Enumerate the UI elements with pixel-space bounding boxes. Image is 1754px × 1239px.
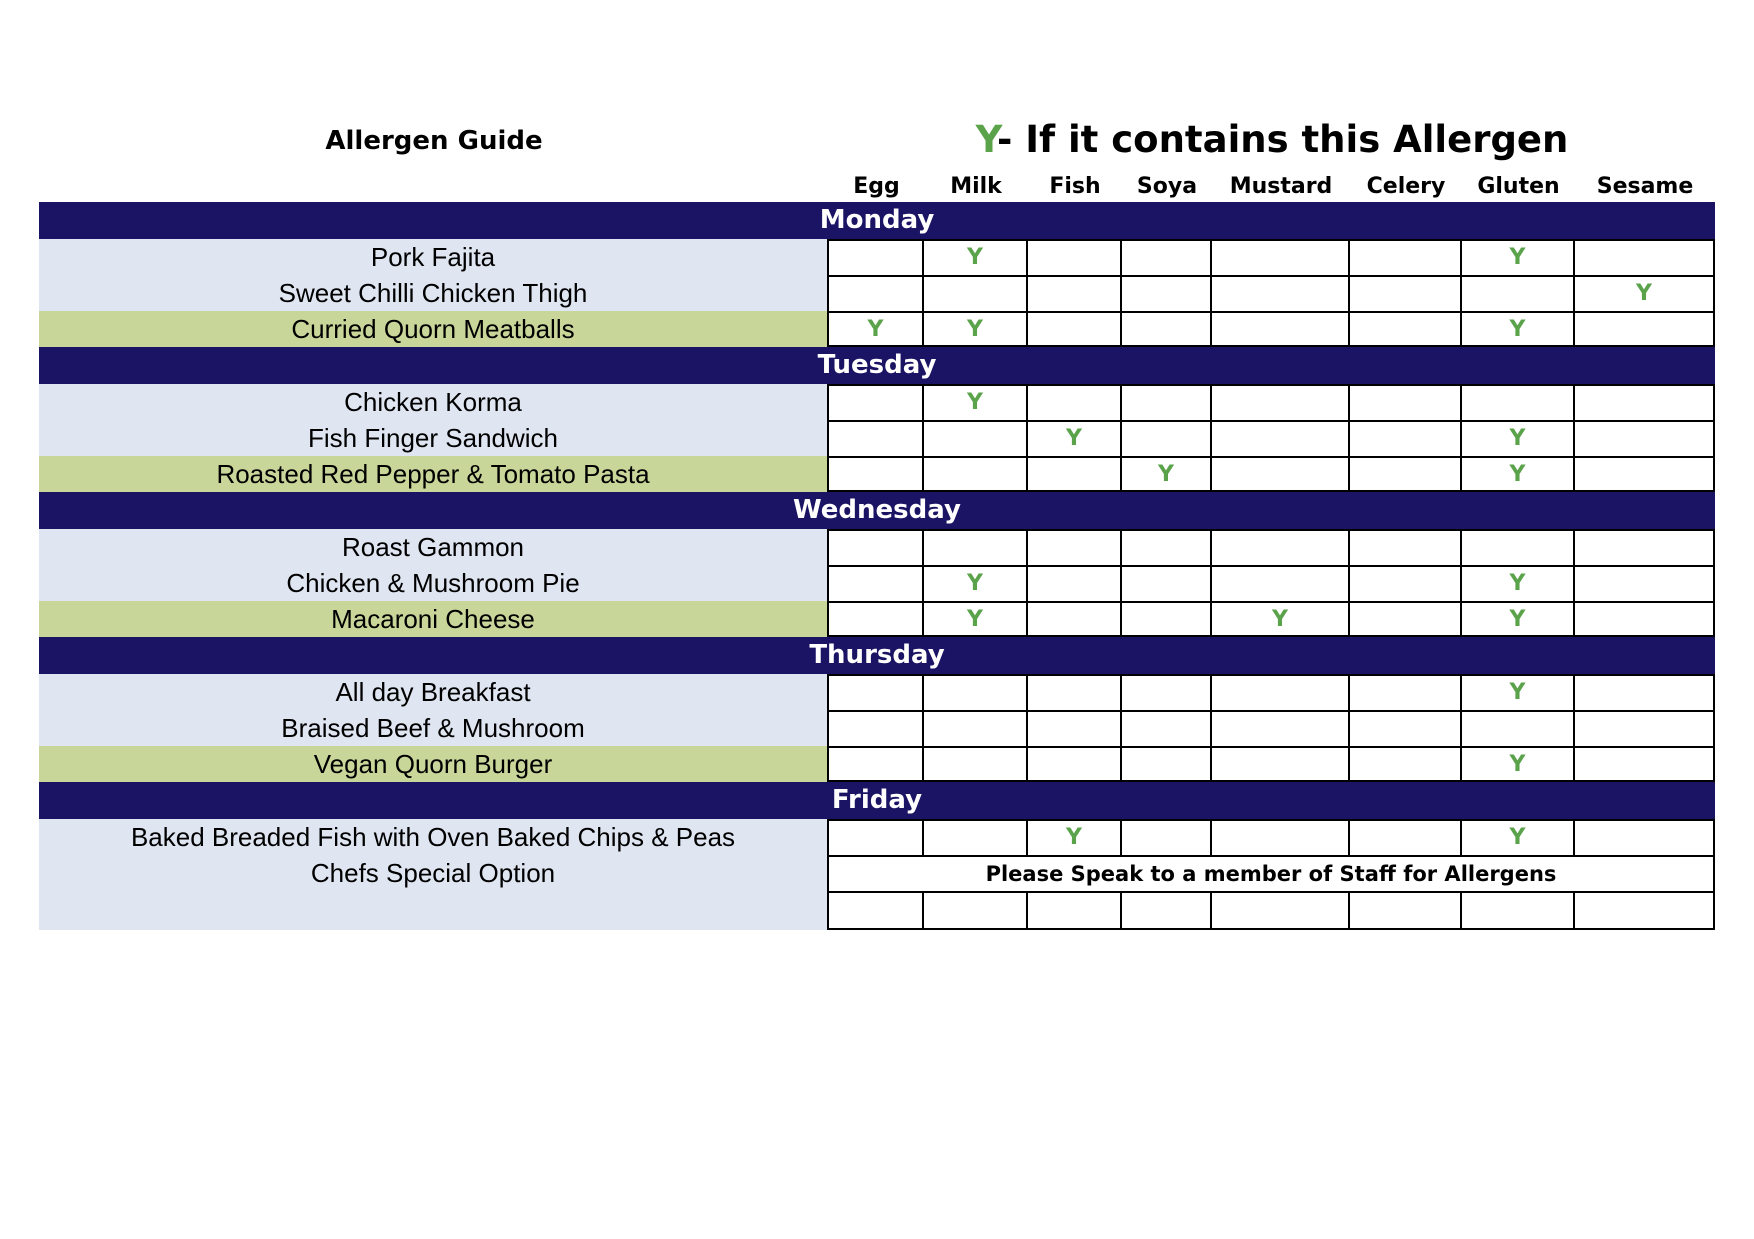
allergen-cells — [827, 891, 1715, 930]
allergen-cell: Y — [924, 567, 1028, 601]
allergen-cell — [1028, 603, 1122, 637]
allergen-cell — [829, 603, 924, 637]
dish-name: All day Breakfast — [39, 674, 827, 710]
allergen-cell — [1122, 712, 1212, 746]
dish-name: Pork Fajita — [39, 239, 827, 275]
allergen-cell — [1350, 458, 1462, 492]
table-row — [39, 275, 1715, 311]
day-band — [39, 637, 1715, 674]
table-row — [39, 311, 1715, 347]
allergen-cell — [1028, 567, 1122, 601]
table-row — [39, 420, 1715, 456]
allergen-cell — [1212, 893, 1350, 928]
allergen-cell — [924, 676, 1028, 710]
allergen-header: Gluten — [1477, 174, 1560, 199]
table-row — [39, 384, 1715, 420]
dish-name: Sweet Chilli Chicken Thigh — [39, 275, 827, 311]
allergen-cells — [827, 311, 1715, 347]
allergen-cells — [827, 529, 1715, 565]
allergen-cells — [827, 674, 1715, 710]
allergen-cell — [924, 277, 1028, 311]
allergen-cell: Y — [924, 241, 1028, 275]
dish-name: Macaroni Cheese — [39, 601, 827, 637]
allergen-cell — [1122, 567, 1212, 601]
table-row — [39, 746, 1715, 782]
allergen-cell — [1212, 531, 1350, 565]
allergen-cell — [1350, 603, 1462, 637]
allergen-cell: Y — [1462, 458, 1575, 492]
allergen-cell — [1575, 422, 1715, 456]
dish-name: Baked Breaded Fish with Oven Baked Chips & Peas — [39, 819, 827, 855]
allergen-cells — [827, 275, 1715, 311]
allergen-cell: Y — [1575, 277, 1715, 311]
allergen-cell — [1212, 712, 1350, 746]
allergen-cell — [1350, 676, 1462, 710]
allergen-cell — [1028, 676, 1122, 710]
allergen-cell — [829, 422, 924, 456]
allergen-cell — [1028, 458, 1122, 492]
allergen-cell — [1212, 277, 1350, 311]
allergen-cell — [829, 748, 924, 782]
allergen-cell: Y — [924, 313, 1028, 347]
dish-name: Chicken & Mushroom Pie — [39, 565, 827, 601]
allergen-cell — [1575, 313, 1715, 347]
allergen-cell — [1575, 603, 1715, 637]
allergen-header-row — [829, 172, 1715, 202]
dish-name: Curried Quorn Meatballs — [39, 311, 827, 347]
allergen-cell — [1122, 893, 1212, 928]
allergen-cell — [1122, 277, 1212, 311]
allergen-cell: Y — [1462, 241, 1575, 275]
allergen-cell — [1122, 386, 1212, 420]
dish-name: Vegan Quorn Burger — [39, 746, 827, 782]
allergen-cell: Y — [1462, 748, 1575, 782]
allergen-cell — [1575, 893, 1715, 928]
allergen-cell — [924, 821, 1028, 855]
allergen-cell — [1575, 676, 1715, 710]
allergen-cell — [829, 241, 924, 275]
dish-name: Roasted Red Pepper & Tomato Pasta — [39, 456, 827, 492]
allergen-table — [39, 202, 1715, 930]
table-row — [39, 674, 1715, 710]
allergen-cell: Y — [1462, 567, 1575, 601]
allergen-cell — [1122, 241, 1212, 275]
allergen-cells — [827, 746, 1715, 782]
allergen-cell — [1350, 893, 1462, 928]
allergen-cell — [1350, 748, 1462, 782]
allergen-cell — [829, 567, 924, 601]
allergen-cell — [1350, 531, 1462, 565]
dish-name — [39, 891, 827, 930]
allergen-cell — [1575, 458, 1715, 492]
allergen-cell — [1212, 821, 1350, 855]
allergen-cell — [1122, 531, 1212, 565]
allergen-cell: Y — [1028, 821, 1122, 855]
allergen-cell — [1028, 313, 1122, 347]
allergen-cell: Y — [924, 603, 1028, 637]
allergen-cell — [1462, 712, 1575, 746]
allergen-cell — [1462, 531, 1575, 565]
allergen-cell: Y — [924, 386, 1028, 420]
allergen-cell: Y — [829, 313, 924, 347]
dish-name: Roast Gammon — [39, 529, 827, 565]
dish-name: Braised Beef & Mushroom — [39, 710, 827, 746]
table-row — [39, 239, 1715, 275]
table-row — [39, 529, 1715, 565]
allergen-cell — [1028, 277, 1122, 311]
allergen-cell — [1350, 821, 1462, 855]
table-row — [39, 710, 1715, 746]
day-label: Thursday — [809, 640, 945, 670]
allergen-cell — [1575, 567, 1715, 601]
dish-name: Fish Finger Sandwich — [39, 420, 827, 456]
allergen-cell — [1350, 712, 1462, 746]
allergen-cell — [1212, 386, 1350, 420]
allergen-cell — [1122, 422, 1212, 456]
day-label: Wednesday — [793, 495, 961, 525]
allergen-cells — [827, 239, 1715, 275]
allergen-cell: Y — [1462, 313, 1575, 347]
allergen-header: Celery — [1366, 174, 1446, 199]
allergen-cell — [924, 422, 1028, 456]
allergen-cell — [1462, 386, 1575, 420]
allergen-cell — [1212, 676, 1350, 710]
allergen-cell: Y — [1462, 603, 1575, 637]
allergen-cell — [1350, 277, 1462, 311]
allergen-cell — [1122, 313, 1212, 347]
allergen-header: Egg — [853, 174, 900, 199]
allergen-cell — [1212, 241, 1350, 275]
allergen-cell: Y — [1462, 422, 1575, 456]
allergen-cell: Y — [1212, 603, 1350, 637]
allergen-cell: Y — [1028, 422, 1122, 456]
allergen-cell: Y — [1462, 821, 1575, 855]
day-band — [39, 202, 1715, 239]
allergen-cell — [829, 676, 924, 710]
allergen-cell — [1575, 821, 1715, 855]
table-row — [39, 565, 1715, 601]
allergen-header: Fish — [1049, 174, 1101, 199]
allergen-cell — [1028, 712, 1122, 746]
allergen-cells — [827, 384, 1715, 420]
allergen-cell — [1575, 386, 1715, 420]
allergen-cells — [827, 855, 1715, 891]
allergen-cell — [1350, 241, 1462, 275]
allergen-cell — [1212, 458, 1350, 492]
allergen-cell — [1462, 277, 1575, 311]
table-row — [39, 819, 1715, 855]
allergen-cell — [1028, 531, 1122, 565]
allergen-cells — [827, 565, 1715, 601]
table-row — [39, 855, 1715, 891]
allergen-cells — [827, 601, 1715, 637]
allergen-cell: Y — [1122, 458, 1212, 492]
allergen-cell — [1212, 748, 1350, 782]
allergen-cell — [1028, 748, 1122, 782]
legend-mark: Y — [975, 118, 997, 161]
day-label: Friday — [831, 785, 923, 815]
dish-name: Chefs Special Option — [39, 855, 827, 891]
allergen-cell — [1122, 676, 1212, 710]
allergen-cell — [1462, 893, 1575, 928]
allergen-cell — [829, 531, 924, 565]
table-row — [39, 456, 1715, 492]
allergen-cell — [924, 748, 1028, 782]
allergen-cell — [1028, 893, 1122, 928]
allergen-cells — [827, 456, 1715, 492]
allergen-cell — [1350, 313, 1462, 347]
allergen-cell — [829, 821, 924, 855]
allergen-notice: Please Speak to a member of Staff for Allergens — [829, 857, 1715, 891]
allergen-cell — [1575, 712, 1715, 746]
allergen-cell — [924, 458, 1028, 492]
day-band — [39, 782, 1715, 819]
allergen-cell — [1350, 567, 1462, 601]
allergen-cell — [924, 893, 1028, 928]
allergen-cell — [1575, 531, 1715, 565]
allergen-header: Mustard — [1229, 174, 1333, 199]
allergen-cell — [1122, 603, 1212, 637]
allergen-cell — [1028, 386, 1122, 420]
allergen-cell — [1212, 313, 1350, 347]
allergen-cells — [827, 420, 1715, 456]
allergen-cell — [829, 386, 924, 420]
allergen-cell — [924, 531, 1028, 565]
allergen-cell — [1350, 422, 1462, 456]
allergen-cell: Y — [1462, 676, 1575, 710]
allergen-cell — [1212, 567, 1350, 601]
allergen-cell — [829, 277, 924, 311]
page-title: Allergen Guide — [325, 126, 543, 156]
allergen-cell — [1212, 422, 1350, 456]
dish-name: Chicken Korma — [39, 384, 827, 420]
allergen-cell — [1122, 748, 1212, 782]
day-band — [39, 347, 1715, 384]
allergen-cells — [827, 819, 1715, 855]
table-row — [39, 601, 1715, 637]
allergen-cell — [1575, 748, 1715, 782]
allergen-cell — [1575, 241, 1715, 275]
allergen-header: Soya — [1136, 174, 1198, 199]
allergen-cells — [827, 710, 1715, 746]
allergen-cell — [1028, 241, 1122, 275]
legend — [829, 117, 1715, 163]
allergen-cell — [1122, 821, 1212, 855]
allergen-header: Milk — [950, 174, 1002, 199]
allergen-cell — [829, 893, 924, 928]
day-band — [39, 492, 1715, 529]
allergen-header: Sesame — [1596, 174, 1694, 199]
allergen-cell — [924, 712, 1028, 746]
allergen-cell — [829, 712, 924, 746]
day-label: Tuesday — [817, 350, 937, 380]
allergen-cell — [829, 458, 924, 492]
day-label: Monday — [819, 205, 935, 235]
allergen-cell — [1350, 386, 1462, 420]
legend-text: - If it contains this Allergen — [996, 118, 1569, 161]
table-row — [39, 891, 1715, 930]
